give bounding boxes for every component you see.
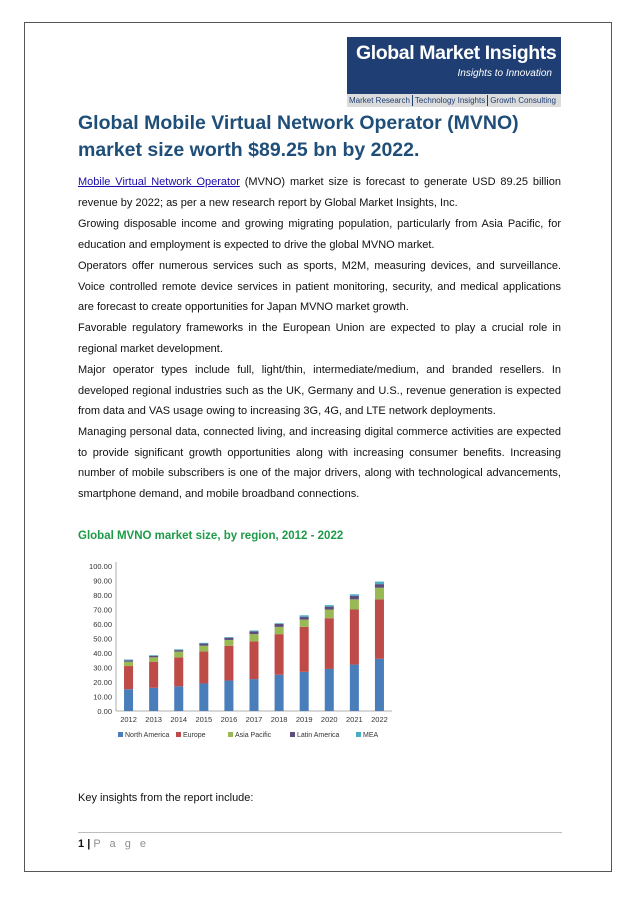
bar-segment-latin-america-2015 — [199, 644, 208, 646]
bar-segment-mea-2014 — [174, 649, 183, 650]
bar-segment-mea-2021 — [350, 594, 359, 595]
legend-label-latin-america: Latin America — [297, 732, 340, 739]
legend-label-mea: MEA — [363, 732, 379, 739]
page-number: 1 — [78, 838, 85, 850]
bar-segment-europe-2018 — [275, 634, 284, 675]
y-tick-label: 50.00 — [93, 634, 112, 644]
bar-segment-mea-2015 — [199, 643, 208, 644]
bar-segment-latin-america-2020 — [325, 607, 334, 610]
bar-segment-mea-2019 — [300, 615, 309, 616]
logo-banner — [347, 37, 561, 94]
paragraph-key-insights: Key insights from the report include: — [78, 792, 254, 804]
legend-swatch-latin-america — [290, 732, 295, 737]
bar-segment-europe-2021 — [350, 610, 359, 665]
bar-segment-latin-america-2022 — [375, 584, 384, 588]
paragraph-intro-text: (MVNO) market size is forecast to generate USD 89.25 billion revenue by 2022; as per a new research report by Global Market Insights, Inc. — [78, 176, 561, 209]
x-tick-label: 2022 — [371, 715, 388, 724]
bar-segment-latin-america-2016 — [224, 638, 233, 640]
y-tick-label: 10.00 — [93, 692, 112, 702]
bar-segment-latin-america-2013 — [149, 656, 158, 657]
bar-segment-asia-pacific-2017 — [249, 634, 258, 641]
x-tick-label: 2021 — [346, 715, 363, 724]
paragraph-services: Operators offer numerous services such as sports, M2M, measuring devices, and surveillance. Voice controlled remote device services in patient monitoring, security, and medical applications are forecast to create opportunities for Japan MVNO market growth. — [78, 260, 561, 313]
x-tick-label: 2016 — [220, 715, 238, 724]
x-tick-label: 2017 — [245, 715, 263, 724]
bar-segment-europe-2015 — [199, 652, 208, 684]
bar-segment-europe-2012 — [124, 666, 133, 689]
legend-swatch-asia-pacific — [228, 732, 233, 737]
bar-segment-north-america-2020 — [325, 669, 334, 711]
bar-segment-europe-2020 — [325, 618, 334, 669]
logo-nav-technology-insights: Technology Insights — [414, 96, 486, 105]
paragraph-regulation: Favorable regulatory frameworks in the European Union are expected to play a crucial role in regional market development. — [78, 322, 561, 355]
bar-segment-mea-2013 — [149, 655, 158, 656]
legend-label-north-america: North America — [125, 732, 170, 739]
market-size-chart — [80, 554, 400, 754]
bar-segment-mea-2018 — [275, 623, 284, 624]
y-tick-label: 70.00 — [93, 605, 112, 615]
bar-segment-europe-2013 — [149, 662, 158, 688]
x-tick-label: 2015 — [195, 715, 213, 724]
bar-segment-asia-pacific-2012 — [124, 662, 133, 666]
y-tick-label: 40.00 — [93, 649, 112, 658]
x-tick-label: 2018 — [270, 715, 288, 724]
logo-nav-growth-consulting: Growth Consulting — [490, 96, 556, 105]
paragraph-intro — [78, 172, 561, 213]
bar-segment-north-america-2013 — [149, 688, 158, 711]
bar-segment-asia-pacific-2016 — [224, 640, 233, 646]
logo-nav-market-research: Market Research — [349, 96, 410, 105]
bar-segment-asia-pacific-2022 — [375, 588, 384, 600]
y-tick-label: 80.00 — [93, 591, 112, 600]
logo-nav-bar — [347, 94, 561, 107]
logo-tagline: Insights to Innovation — [457, 68, 552, 79]
bar-segment-europe-2014 — [174, 657, 183, 686]
x-tick-label: 2014 — [170, 715, 188, 724]
legend-swatch-mea — [356, 732, 361, 737]
legend-swatch-north-america — [118, 732, 123, 737]
bar-segment-europe-2017 — [249, 641, 258, 679]
x-tick-label: 2012 — [120, 715, 137, 724]
y-tick-label: 100.00 — [89, 562, 112, 571]
bar-segment-north-america-2022 — [375, 659, 384, 711]
bar-segment-latin-america-2017 — [249, 631, 258, 634]
bar-segment-latin-america-2019 — [300, 617, 309, 620]
bar-segment-asia-pacific-2019 — [300, 620, 309, 627]
bar-segment-mea-2020 — [325, 605, 334, 606]
y-tick-label: 90.00 — [93, 576, 112, 586]
bar-segment-asia-pacific-2015 — [199, 646, 208, 652]
bar-segment-asia-pacific-2014 — [174, 652, 183, 658]
chart-title: Global MVNO market size, by region, 2012 - 2022 — [78, 530, 344, 542]
bar-segment-north-america-2017 — [249, 679, 258, 711]
bar-segment-europe-2019 — [300, 627, 309, 672]
bar-segment-latin-america-2018 — [275, 624, 284, 627]
bar-segment-latin-america-2021 — [350, 596, 359, 600]
logo-name: Global Market Insights — [356, 42, 557, 64]
footer-separator: | — [87, 838, 91, 850]
bar-segment-north-america-2015 — [199, 683, 208, 711]
bar-segment-asia-pacific-2013 — [149, 657, 158, 661]
page-footer — [78, 838, 149, 850]
bar-segment-mea-2022 — [375, 582, 384, 585]
y-tick-label: 30.00 — [93, 663, 112, 673]
bar-segment-latin-america-2014 — [174, 650, 183, 651]
paragraph-operator-types: Major operator types include full, light/thin, intermediate/medium, and branded resellers. In developed regional industries such as the UK, Germany and U.S., revenue generation is expected from data and VAS usage owing to increasing 3G, 4G, and LTE network deployments. — [78, 364, 561, 417]
y-tick-label: 0.00 — [97, 707, 112, 716]
mvno-link[interactable]: Mobile Virtual Network Operator — [78, 176, 240, 188]
bar-segment-north-america-2016 — [224, 681, 233, 711]
y-tick-label: 60.00 — [93, 620, 112, 629]
footer-divider — [78, 832, 562, 833]
company-logo — [347, 37, 561, 107]
bar-segment-europe-2022 — [375, 599, 384, 658]
x-tick-label: 2020 — [320, 715, 338, 724]
legend-label-asia-pacific: Asia Pacific — [235, 732, 272, 739]
bar-segment-north-america-2014 — [174, 686, 183, 711]
legend-swatch-europe — [176, 732, 181, 737]
x-tick-label: 2013 — [145, 715, 162, 724]
bar-segment-north-america-2019 — [300, 672, 309, 711]
bar-segment-north-america-2021 — [350, 665, 359, 711]
paragraph-opportunities: Managing personal data, connected living, and increasing digital commerce activities are expected to provide significant growth opportunities along with increasing consumer benefits. Increasing number of mobile subscribers is one of the major drivers, along with technological advancements, smartphone demand, and mobile broadband connections. — [78, 426, 561, 500]
bar-segment-mea-2017 — [249, 631, 258, 632]
bar-segment-latin-america-2012 — [124, 660, 133, 661]
bar-segment-europe-2016 — [224, 646, 233, 681]
paragraph-drivers: Growing disposable income and growing migrating population, particularly from Asia Pacific, for education and employment is expected to drive the global MVNO market. — [78, 218, 561, 251]
bar-segment-north-america-2012 — [124, 689, 133, 711]
x-tick-label: 2019 — [295, 715, 313, 724]
document-title: Global Mobile Virtual Network Operator (MVNO) market size worth $89.25 bn by 2022. — [78, 112, 519, 161]
legend-label-europe: Europe — [183, 732, 206, 739]
bar-segment-north-america-2018 — [275, 675, 284, 711]
bar-segment-asia-pacific-2020 — [325, 610, 334, 619]
bar-segment-asia-pacific-2021 — [350, 599, 359, 609]
bar-segment-asia-pacific-2018 — [275, 627, 284, 634]
page-label: P a g e — [93, 838, 149, 850]
bar-segment-mea-2012 — [124, 660, 133, 661]
y-tick-label: 20.00 — [93, 678, 112, 687]
bar-segment-mea-2016 — [224, 637, 233, 638]
